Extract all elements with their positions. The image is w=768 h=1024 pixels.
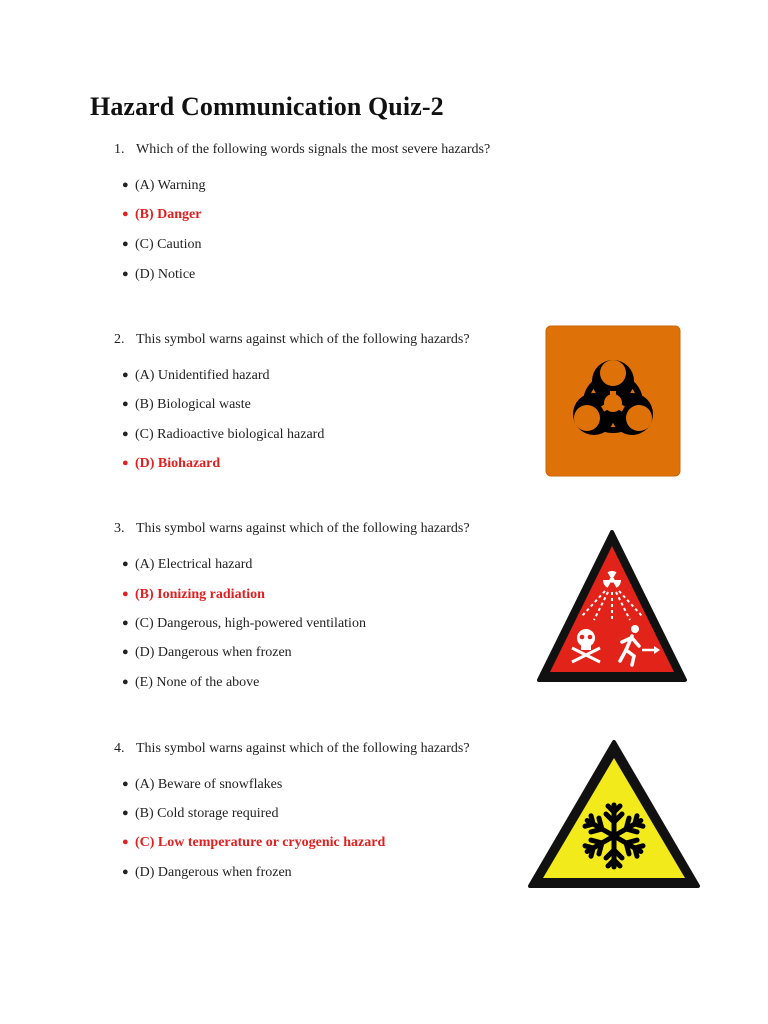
bullet-icon: ● [122, 676, 129, 688]
answer-option-d[interactable] [122, 645, 292, 661]
answer-option-b[interactable] [122, 207, 202, 223]
option-label: (D) Notice [135, 267, 196, 282]
bullet-icon: ● [122, 457, 129, 469]
option-label: (B) Ionizing radiation [135, 587, 265, 602]
page-title: Hazard Communication Quiz-2 [90, 92, 444, 121]
answer-option-b[interactable] [122, 397, 251, 413]
bullet-icon: ● [122, 208, 129, 220]
option-label: (A) Beware of snowflakes [135, 777, 283, 792]
bullet-icon: ● [122, 428, 129, 440]
question-prompt: This symbol warns against which of the following hazards? [136, 741, 470, 756]
question-prompt: This symbol warns against which of the following hazards? [136, 332, 470, 347]
answer-option-d[interactable] [122, 267, 195, 283]
option-label: (D) Dangerous when frozen [135, 645, 292, 660]
bullet-icon: ● [122, 646, 129, 658]
question-text [114, 521, 470, 537]
bullet-icon: ● [122, 617, 129, 629]
bullet-icon: ● [122, 836, 129, 848]
bullet-icon: ● [122, 398, 129, 410]
question-number: 3. [114, 521, 125, 536]
bullet-icon: ● [122, 179, 129, 191]
question-number: 4. [114, 741, 125, 756]
answer-option-a[interactable] [122, 368, 270, 384]
option-label: (A) Unidentified hazard [135, 368, 270, 383]
question-text [114, 332, 470, 348]
answer-option-a[interactable] [122, 178, 206, 194]
bullet-icon: ● [122, 558, 129, 570]
bullet-icon: ● [122, 238, 129, 250]
option-label: (C) Dangerous, high-powered ventilation [135, 616, 366, 631]
answer-option-b[interactable] [122, 806, 278, 822]
bullet-icon: ● [122, 866, 129, 878]
bullet-icon: ● [122, 588, 129, 600]
answer-option-a[interactable] [122, 557, 252, 573]
question-number: 1. [114, 142, 125, 157]
answer-option-c[interactable] [122, 616, 366, 632]
biohazard-sign-icon [545, 325, 681, 477]
option-label: (A) Warning [135, 178, 206, 193]
bullet-icon: ● [122, 369, 129, 381]
answer-option-b[interactable] [122, 587, 265, 603]
option-label: (C) Caution [135, 237, 202, 252]
bullet-icon: ● [122, 778, 129, 790]
question-prompt: This symbol warns against which of the following hazards? [136, 521, 470, 536]
option-label: (D) Biohazard [135, 456, 221, 471]
answer-option-a[interactable] [122, 777, 282, 793]
question-text [114, 142, 490, 158]
option-label: (D) Dangerous when frozen [135, 865, 292, 880]
bullet-icon: ● [122, 807, 129, 819]
answer-option-d[interactable] [122, 865, 292, 881]
answer-option-c[interactable] [122, 237, 202, 253]
option-label: (C) Low temperature or cryogenic hazard [135, 835, 386, 850]
answer-option-d[interactable] [122, 456, 220, 472]
option-label: (E) None of the above [135, 675, 260, 690]
bullet-icon: ● [122, 268, 129, 280]
cryogenic-hazard-sign-icon [526, 738, 702, 890]
option-label: (B) Cold storage required [135, 806, 279, 821]
answer-option-c[interactable] [122, 427, 324, 443]
answer-option-e[interactable] [122, 675, 259, 691]
question-text [114, 741, 470, 757]
option-label: (B) Biological waste [135, 397, 251, 412]
question-prompt: Which of the following words signals the most severe hazards? [136, 142, 491, 157]
answer-option-c[interactable] [122, 835, 385, 851]
option-label: (A) Electrical hazard [135, 557, 253, 572]
option-label: (C) Radioactive biological hazard [135, 427, 325, 442]
question-number: 2. [114, 332, 125, 347]
ionizing-radiation-sign-icon [536, 528, 688, 684]
option-label: (B) Danger [135, 207, 202, 222]
